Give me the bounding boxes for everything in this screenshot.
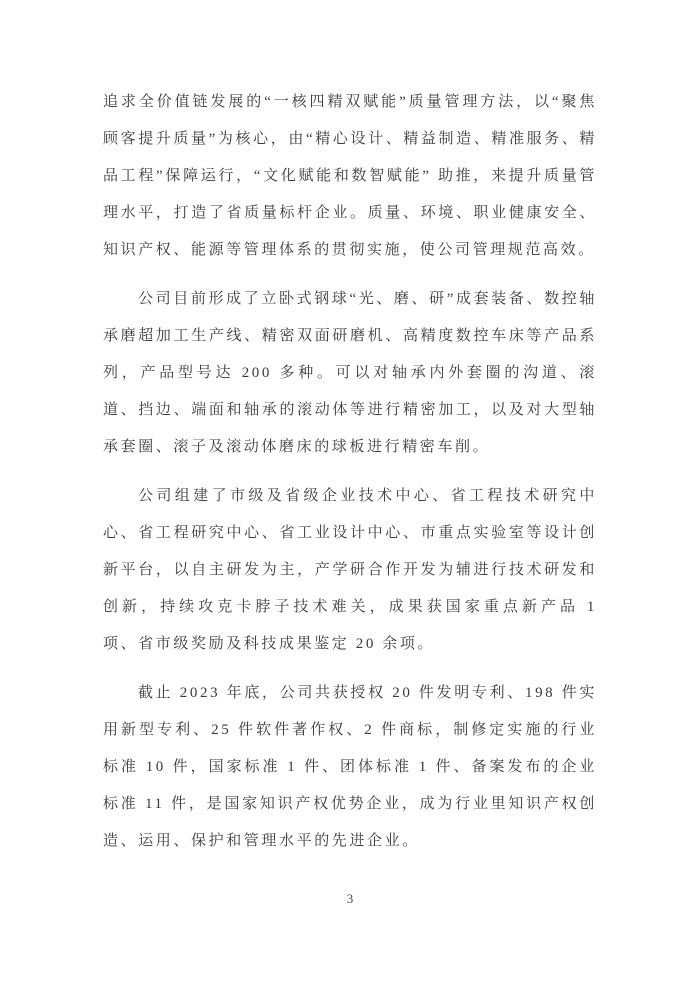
paragraph-1: 追求全价值链发展的“一核四精双赋能”质量管理方法，以“聚焦顾客提升质量”为核心，由“精心设计、精益制造、精准服务、精品工程”保障运行，“文化赋能和数智赋能” 助推，来提升质量管理水平，打造了省质量标杆企业。质量、环境、职业健康安全、知识产权、能源等管理体系的贯彻实施，使公司管理规范高效。 [103,94,597,258]
page-footer [0,890,700,908]
paragraph-4: 截止 2023 年底，公司共获授权 20 件发明专利、198 件实用新型专利、25 件软件著作权、2 件商标，制修定实施的行业标准 10 件，国家标准 1 件、团体标准 1 件、备案发布的企业标准 11 件，是国家知识产权优势企业，成为行业里知识产权创造、运用、保护和管理水平的先进企业。 [103,685,597,849]
paragraph-2: 公司目前形成了立卧式钢球“光、磨、研”成套装备、数控轴承磨超加工生产线、精密双面研磨机、高精度数控车床等产品系列，产品型号达 200 多种。可以对轴承内外套圈的沟道、滚道、挡边、端面和轴承的滚动体等进行精密加工，以及对大型轴承套圈、滚子及滚动体磨床的球板进行精密车削。 [103,291,597,455]
text-body [103,84,597,872]
paragraph-3: 公司组建了市级及省级企业技术中心、省工程技术研究中心、省工程研究中心、省工业设计中心、市重点实验室等设计创新平台，以自主研发为主，产学研合作开发为辅进行技术研发和创新，持续攻克卡脖子技术难关，成果获国家重点新产品 1 项、省市级奖励及科技成果鉴定 20 余项。 [103,488,597,652]
page-number: 3 [346,891,354,906]
